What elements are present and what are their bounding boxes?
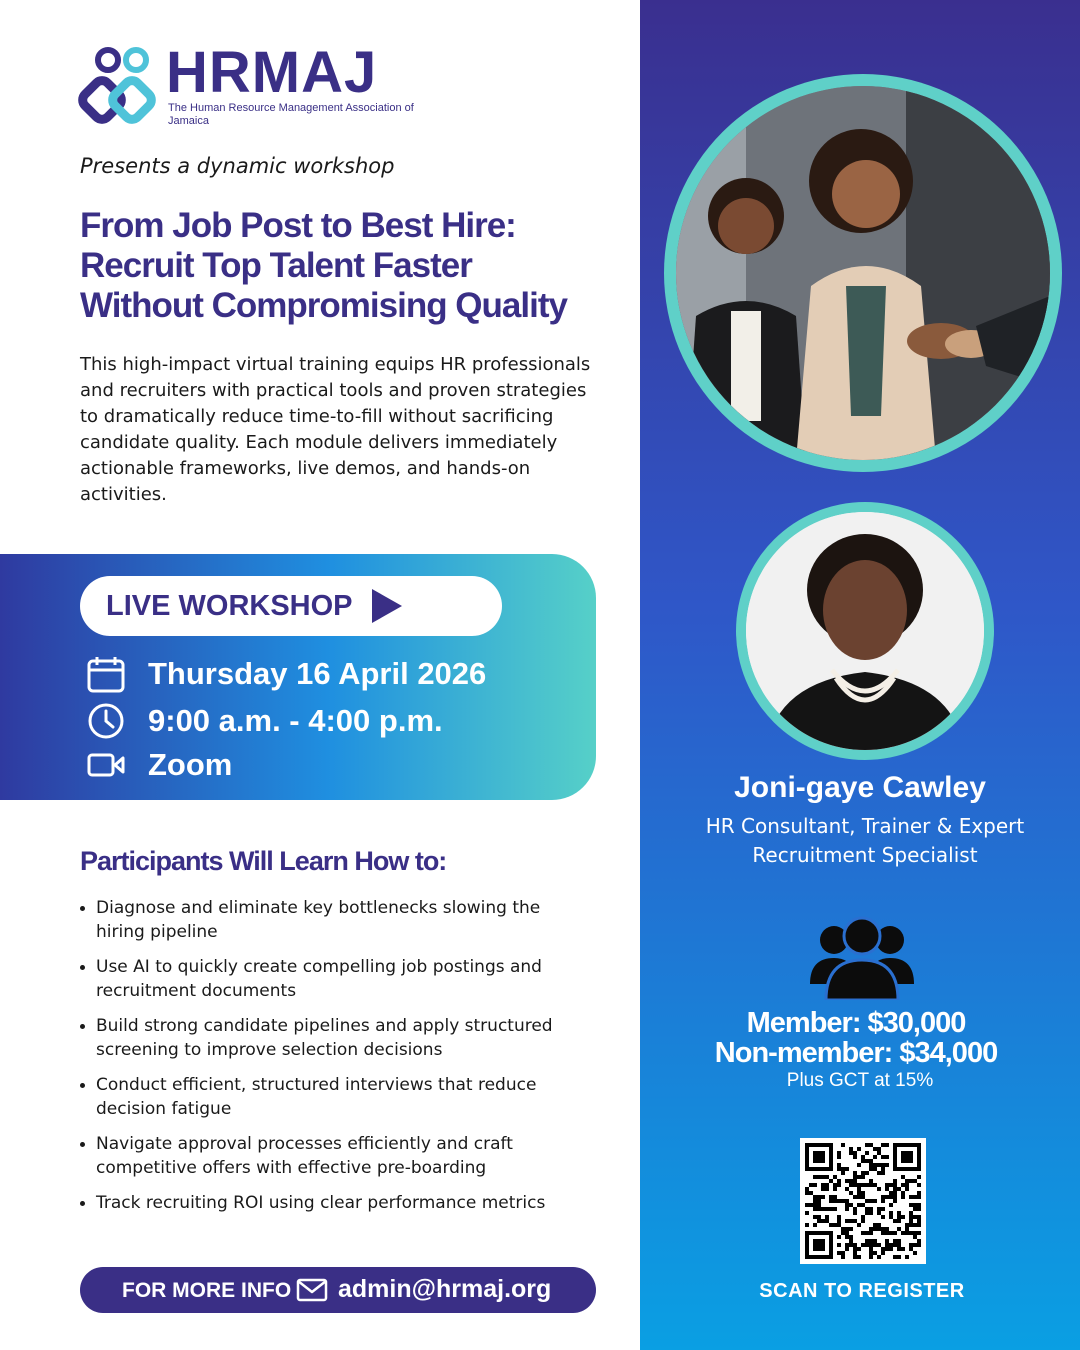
play-icon xyxy=(372,589,402,623)
list-item: Track recruiting ROI using clear performance metrics xyxy=(80,1191,580,1215)
list-item: Diagnose and eliminate key bottlenecks slowing the hiring pipeline xyxy=(80,896,580,944)
contact-email-link[interactable]: admin@hrmaj.org xyxy=(338,1275,552,1303)
qr-code-graphic xyxy=(805,1143,921,1259)
learn-heading: Participants Will Learn How to: xyxy=(80,846,447,876)
handshake-illustration xyxy=(676,86,1050,460)
registration-qr-code[interactable] xyxy=(800,1138,926,1264)
more-info-label: FOR MORE INFO xyxy=(122,1279,292,1302)
scan-to-register-label: SCAN TO REGISTER xyxy=(759,1280,965,1302)
title-line-2: Recruit Top Talent Faster xyxy=(80,246,472,285)
live-workshop-pill xyxy=(80,576,502,636)
live-workshop-label: LIVE WORKSHOP xyxy=(106,590,353,622)
mail-icon xyxy=(296,1278,328,1302)
video-camera-icon xyxy=(86,745,126,785)
speaker-role: HR Consultant, Trainer & Expert Recruitment Specialist xyxy=(705,814,1025,867)
non-member-price: Non-member: $34,000 xyxy=(714,1037,998,1069)
calendar-icon xyxy=(86,654,126,694)
intro-text: Presents a dynamic workshop xyxy=(80,154,395,178)
logo-subtitle: The Human Resource Management Association of Jamaica xyxy=(168,102,414,127)
workshop-title xyxy=(80,206,620,326)
speaker-portrait xyxy=(746,512,984,750)
workshop-date: Thursday 16 April 2026 xyxy=(148,656,487,691)
title-line-1: From Job Post to Best Hire: xyxy=(80,206,516,245)
list-item: Conduct efficient, structured interviews that reduce decision fatigue xyxy=(80,1073,580,1121)
workshop-time: 9:00 a.m. - 4:00 p.m. xyxy=(148,703,443,738)
learn-list xyxy=(80,896,580,1226)
list-item: Navigate approval processes efficiently and craft competitive offers with effective pre-boarding xyxy=(80,1132,580,1180)
list-item: Use AI to quickly create compelling job postings and recruitment documents xyxy=(80,955,580,1003)
workshop-description: This high-impact virtual training equips HR professionals and recruiters with practical tools and proven strategies to dramatically reduce time-to-fill without sacrificing candidate quality. Each module delivers immediately actionable frameworks, live demos, and hands-on activities. xyxy=(80,354,591,505)
member-price: Member: $30,000 xyxy=(746,1007,966,1039)
tax-note: Plus GCT at 15% xyxy=(786,1070,934,1091)
workshop-platform: Zoom xyxy=(148,747,233,782)
more-info-banner xyxy=(80,1267,596,1313)
title-line-3: Without Compromising Quality xyxy=(80,286,567,325)
logo-name: HRMAJ xyxy=(166,40,378,105)
speaker-photo xyxy=(736,502,994,760)
list-item: Build strong candidate pipelines and apply structured screening to improve selection decisions xyxy=(80,1014,580,1062)
clock-icon xyxy=(86,701,126,741)
speaker-name: Joni-gaye Cawley xyxy=(734,771,986,804)
handshake-photo xyxy=(664,74,1062,472)
people-group-icon xyxy=(808,914,916,1000)
logo-mark-icon xyxy=(78,46,164,128)
hrmaj-logo xyxy=(78,40,438,130)
